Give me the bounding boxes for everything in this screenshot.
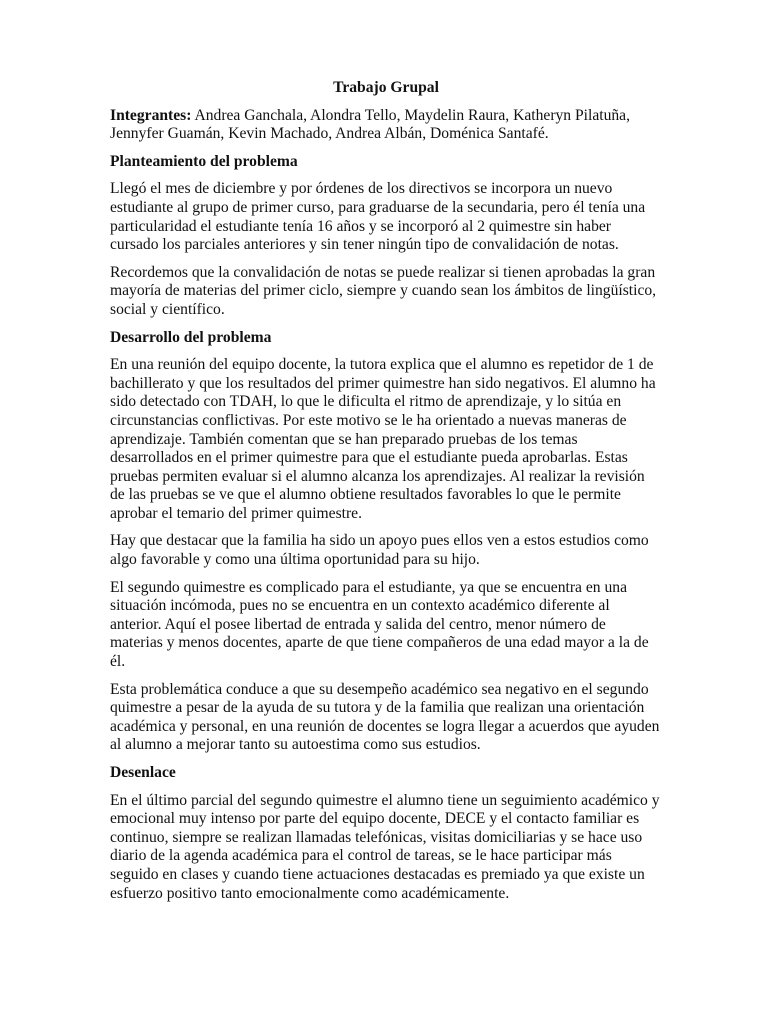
section-heading-desarrollo: Desarrollo del problema — [110, 328, 272, 346]
document-title: Trabajo Grupal — [333, 79, 439, 96]
paragraph: En el último parcial del segundo quimestre el alumno tiene un seguimiento académico y emocional muy intenso por parte del equipo docente, DECE y el contacto familiar es continuo, siempre se realizan llamadas telefónicas, visitas domiciliarias y se hace uso diario de la agenda académica para el control de tareas, se le hace participar más seguido en clases y cuando tiene actuaciones destacadas es premiado ya que existe un esfuerzo positivo tanto emocionalmente como académicamente. — [110, 791, 660, 902]
paragraph: En una reunión del equipo docente, la tutora explica que el alumno es repetidor de 1 de bachillerato y que los resultados del primer quimestre han sido negativos. El alumno ha sido detectado con TDAH, lo que le dificulta el ritmo de aprendizaje, y lo sitúa en circunstancias conflictivas. Por este motivo se le ha orientado a nuevas maneras de aprendizaje. También comentan que se han preparado pruebas de los temas desarrollados en el primer quimestre para que el estudiante pueda aprobarlas. Estas pruebas permiten evaluar si el alumno alcanza los aprendizajes. Al realizar la revisión de las pruebas se ve que el alumno obtiene resultados favorables lo que le permite aprobar el temario del primer quimestre. — [110, 356, 656, 522]
paragraph: Llegó el mes de diciembre y por órdenes de los directivos se incorpora un nuevo estudiante al grupo de primer curso, para graduarse de la secundaria, pero él tenía una particularidad el estudiante tenía 16 años y se incorporó al 2 quimestre sin haber cursado los parciales anteriores y sin tener ningún tipo de convalidación de notas. — [110, 180, 646, 254]
members-label: Integrantes: — [110, 106, 192, 124]
paragraph: El segundo quimestre es complicado para el estudiante, ya que se encuentra en una situación incómoda, pues no se encuentra en un contexto académico diferente al anterior. Aquí el posee libertad de entrada y salida del centro, menor número de materias y menos docentes, aparte de que tiene compañeros de una edad mayor a la de él. — [110, 578, 649, 671]
section-heading-planteamiento: Planteamiento del problema — [110, 152, 298, 170]
paragraph: Recordemos que la convalidación de notas se puede realizar si tienen aprobadas la gran mayoría de materias del primer ciclo, siempre y cuando sean los ámbitos de lingüístico, social y científico. — [110, 263, 657, 318]
paragraph: Hay que destacar que la familia ha sido un apoyo pues ellos ven a estos estudios como algo favorable y como una última oportunidad para su hijo. — [110, 532, 649, 569]
members-paragraph — [110, 107, 662, 144]
paragraph: Esta problemática conduce a que su desempeño académico sea negativo en el segundo quimestre a pesar de la ayuda de su tutora y de la familia que realizan una orientación académica y personal, en una reunión de docentes se logra llegar a acuerdos que ayuden al alumno a mejorar tanto su autoestima como sus estudios. — [110, 680, 660, 754]
members-list: Andrea Ganchala, Alondra Tello, Maydelin Raura, Katheryn Pilatuña, Jennyfer Guamán, Kevin Machado, Andrea Albán, Doménica Santafé. — [110, 106, 631, 143]
section-heading-desenlace: Desenlace — [110, 764, 176, 781]
